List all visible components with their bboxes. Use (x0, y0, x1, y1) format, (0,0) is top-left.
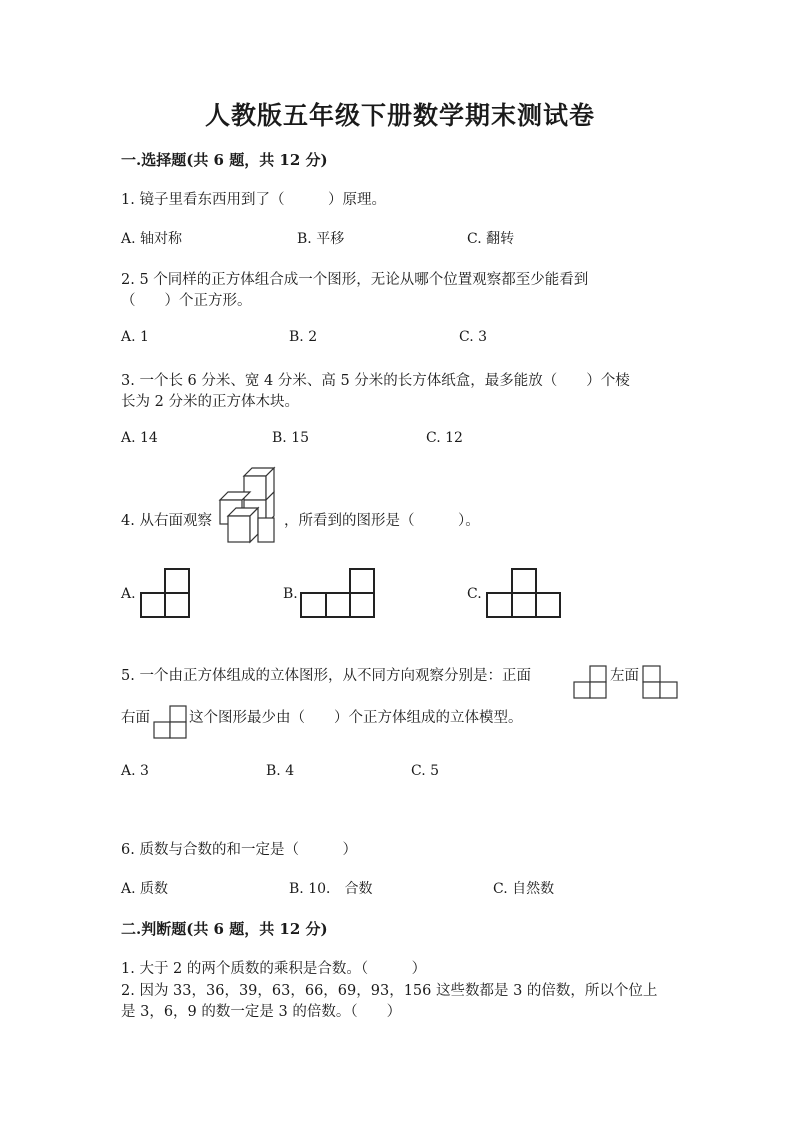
judge-question-2-line2: 是 3，6，9 的数一定是 3 的倍数。（ ） (121, 1004, 402, 1020)
question-5-line1: 5. 一个由正方体组成的立体图形，从不同方向观察分别是：正面 (121, 668, 531, 684)
question-2-line1: 2. 5 个同样的正方体组合成一个图形，无论从哪个位置观察都至少能看到 (121, 272, 589, 288)
judge-question-2-line1: 2. 因为 33，36，39，63，66，69，93，156 这些数都是 3 的倍数，所以个位上 (121, 983, 658, 999)
q3-option-b: B. 15 (272, 430, 310, 446)
q3-option-a: A. 14 (121, 430, 158, 446)
q5-option-a: A. 3 (121, 763, 149, 779)
q5-option-b: B. 4 (266, 763, 295, 779)
q1-option-c: C. 翻转 (467, 231, 515, 247)
q2-option-a: A. 1 (121, 329, 149, 345)
judge-question-1: 1. 大于 2 的两个质数的乘积是合数。（ ） (121, 961, 427, 977)
section-heading-judgement: 二.判断题(共 6 题，共 12 分) (121, 920, 328, 938)
question-1-text: 1. 镜子里看东西用到了（ ）原理。 (121, 192, 386, 208)
question-5-line2: 这个图形最少由（ ）个正方体组成的立体模型。 (189, 710, 523, 726)
q2-option-c: C. 3 (459, 329, 488, 345)
q3-option-c: C. 12 (426, 430, 463, 446)
q5-left-view-figure (642, 665, 680, 701)
q4-option-c: C. (467, 586, 482, 602)
q4-option-b-figure (300, 568, 378, 620)
q1-option-a: A. 轴对称 (121, 231, 183, 247)
q1-option-b: B. 平移 (297, 231, 345, 247)
q6-option-a: A. 质数 (121, 881, 169, 897)
q5-option-c: C. 5 (411, 763, 440, 779)
page-title: 人教版五年级下册数学期末测试卷 (204, 101, 595, 130)
q2-option-b: B. 2 (289, 329, 318, 345)
q5-front-view-figure (573, 665, 609, 701)
question-4-prefix: 4. 从右面观察 (121, 513, 212, 529)
q4-option-c-figure (486, 568, 564, 620)
q4-option-b: B. (283, 586, 298, 602)
q5-left-label: 左面 (610, 668, 639, 684)
section-heading-choice: 一.选择题(共 6 题，共 12 分) (121, 151, 328, 169)
q6-option-b: B. 10． 合数 (289, 881, 373, 897)
question-3-line2: 长为 2 分米的正方体木块。 (121, 394, 299, 410)
question-6-text: 6. 质数与合数的和一定是（ ） (121, 842, 357, 858)
q5-right-view-figure (153, 705, 189, 741)
q4-cube-stack-figure (216, 466, 280, 548)
q6-option-c: C. 自然数 (493, 881, 555, 897)
question-2-line2: （ ）个正方形。 (121, 293, 252, 309)
q5-right-label: 右面 (121, 710, 150, 726)
question-4-suffix: ，所看到的图形是（ ）。 (284, 513, 480, 529)
q4-option-a: A. (121, 586, 136, 602)
q4-option-a-figure (140, 568, 192, 620)
question-3-line1: 3. 一个长 6 分米、宽 4 分米、高 5 分米的长方体纸盒，最多能放（ ）个棱 (121, 373, 630, 389)
